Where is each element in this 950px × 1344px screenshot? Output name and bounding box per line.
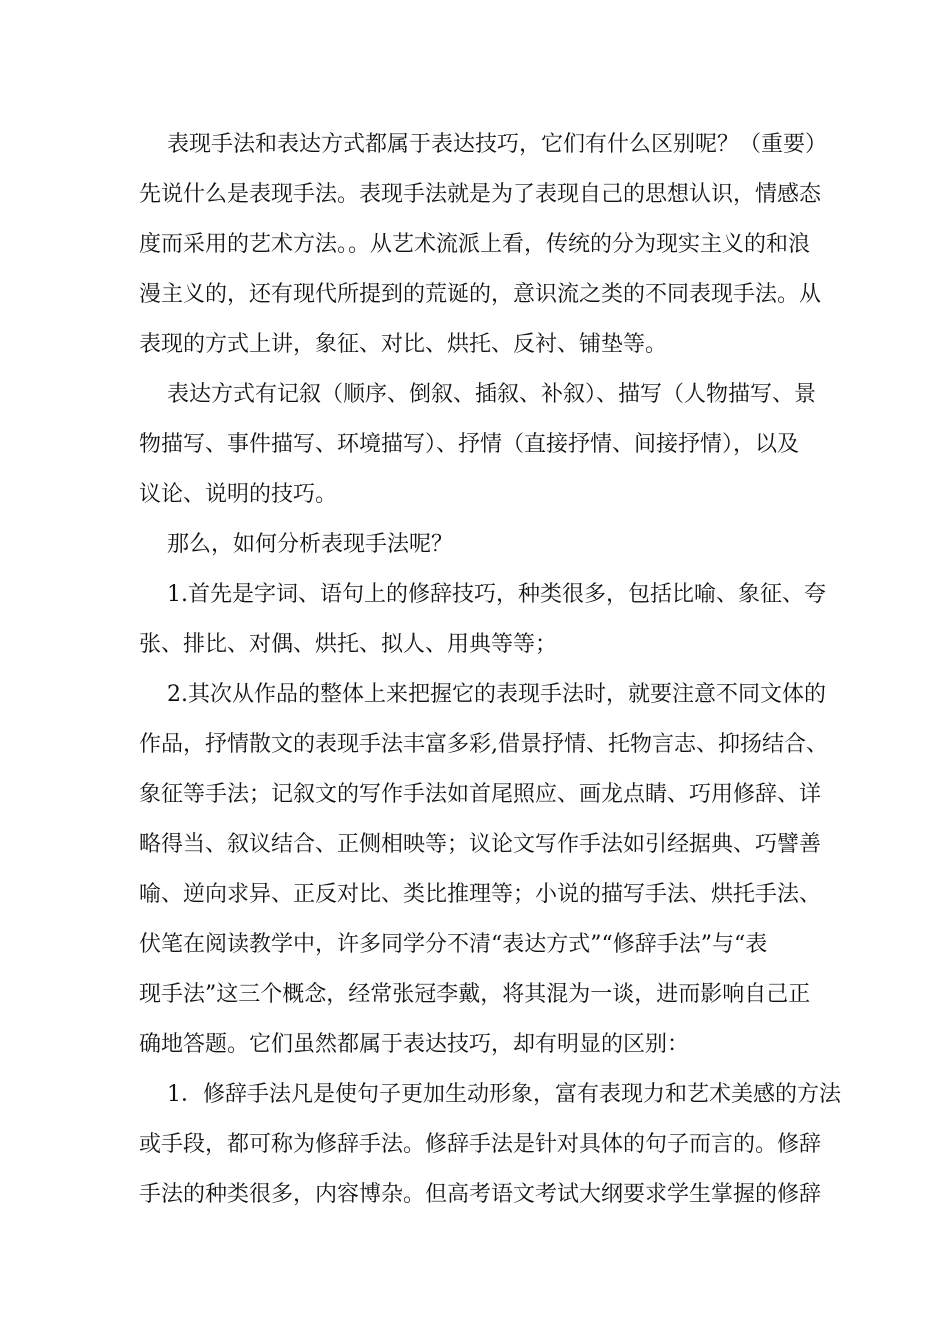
text-line: 现手法”这三个概念，经常张冠李戴，将其混为一谈，进而影响自己正 [139, 982, 811, 1007]
text-line: 伏笔在阅读教学中，许多同学分不清“表达方式”“修辞手法”与“表 [139, 932, 768, 957]
text-line: 1．修辞手法凡是使句子更加生动形象，富有表现力和艺术美感的方法 [167, 1082, 841, 1107]
text-line: 表现的方式上讲，象征、对比、烘托、反衬、铺垫等。 [139, 332, 668, 357]
text-line: 表达方式有记叙（顺序、倒叙、插叙、补叙）、描写（人物描写、景 [167, 382, 817, 407]
text-line: 先说什么是表现手法。表现手法就是为了表现自己的思想认识，情感态 [139, 182, 822, 207]
text-line: 确地答题。它们虽然都属于表达技巧，却有明显的区别： [139, 1032, 690, 1057]
text-line: 2.其次从作品的整体上来把握它的表现手法时，就要注意不同文体的 [167, 682, 826, 707]
text-line: 那么，如何分析表现手法呢？ [167, 532, 454, 557]
text-line: 手法的种类很多，内容博杂。但高考语文考试大纲要求学生掌握的修辞 [139, 1182, 822, 1207]
text-line: 度而采用的艺术方法。。从艺术流派上看，传统的分为现实主义的和浪 [139, 232, 811, 257]
text-line: 略得当、叙议结合、正侧相映等；议论文写作手法如引经据典、巧譬善 [139, 832, 822, 857]
text-line: 议论、说明的技巧。 [139, 482, 338, 507]
text-line: 表现手法和表达方式都属于表达技巧，它们有什么区别呢？（重要） [167, 132, 828, 157]
text-line: 象征等手法；记叙文的写作手法如首尾照应、画龙点睛、巧用修辞、详 [139, 782, 822, 807]
text-line: 作品，抒情散文的表现手法丰富多彩,借景抒情、托物言志、抑扬结合、 [139, 732, 828, 757]
text-line: 喻、逆向求异、正反对比、类比推理等；小说的描写手法、烘托手法、 [139, 882, 822, 907]
text-line: 张、排比、对偶、烘托、拟人、用典等等； [139, 632, 558, 657]
text-line: 1.首先是字词、语句上的修辞技巧，种类很多，包括比喻、象征、夸 [167, 582, 826, 607]
text-line: 漫主义的，还有现代所提到的荒诞的，意识流之类的不同表现手法。从 [139, 282, 822, 307]
text-line: 物描写、事件描写、环境描写）、抒情（直接抒情、间接抒情），以及 [139, 432, 800, 457]
document-body [139, 120, 841, 1220]
text-line: 或手段，都可称为修辞手法。修辞手法是针对具体的句子而言的。修辞 [139, 1132, 822, 1157]
